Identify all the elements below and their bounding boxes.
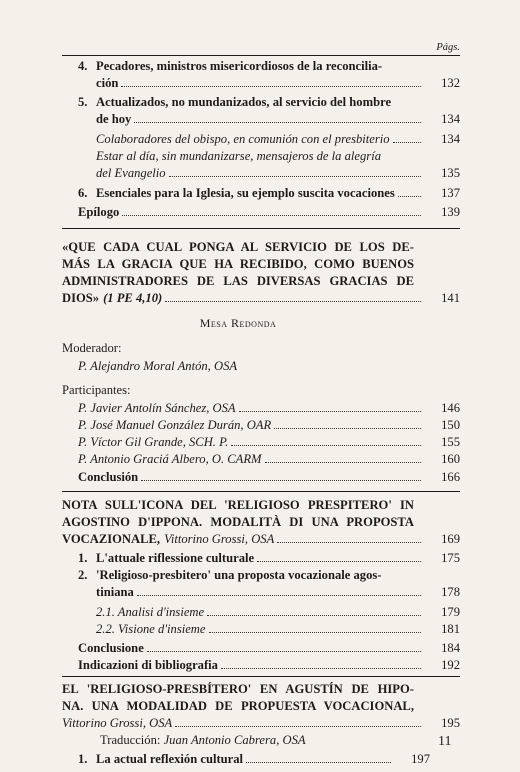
toc-entry-title: 2.2. Visione d'insieme xyxy=(96,622,206,636)
toc-entry-1 xyxy=(78,549,460,567)
section-title-text: DIOS» xyxy=(62,291,100,305)
page-number: 192 xyxy=(441,658,460,672)
section-title-line3 xyxy=(62,714,460,732)
toc-entry-conclusion xyxy=(78,468,460,486)
participant-row xyxy=(78,416,460,434)
toc-entry-title: Conclusione xyxy=(78,641,144,655)
page-number: 195 xyxy=(441,716,460,730)
toc-entry-conclusione xyxy=(78,639,460,657)
dot-leader xyxy=(246,753,391,763)
toc-entry-title: tiniana xyxy=(96,585,134,599)
toc-entry-title: Indicazioni di bibliografia xyxy=(78,658,218,672)
dot-leader xyxy=(165,292,421,302)
dot-leader xyxy=(122,206,421,216)
section-title-reference: (1 PE 4,10) xyxy=(103,291,163,305)
toc-entry-4-line2 xyxy=(96,74,460,92)
toc-subentry-22 xyxy=(96,620,460,638)
page-number: 135 xyxy=(441,166,460,180)
toc-subentry-21 xyxy=(96,603,460,621)
traduccion-name: Juan Antonio Cabrera, OSA xyxy=(163,733,306,747)
dot-leader xyxy=(221,659,421,669)
toc-entry-5-line2 xyxy=(96,110,460,128)
page-number: 155 xyxy=(441,435,460,449)
toc-entry-number: 1. xyxy=(78,752,88,766)
dot-leader xyxy=(175,717,421,727)
page-number: 197 xyxy=(411,752,430,766)
toc-entry-2-line1 xyxy=(78,566,381,584)
toc-entry-title-wrap xyxy=(78,549,254,567)
page-number: 134 xyxy=(441,112,460,126)
section-title-line2: MÁS LA GRACIA QUE HA RECIBIDO, COMO BUENOS xyxy=(62,257,414,271)
toc-entry-title: Pecadores, ministros misericordiosos de la reconcilia- xyxy=(96,59,383,73)
toc-entry-title: L'attuale riflessione culturale xyxy=(96,551,255,565)
page-number: 179 xyxy=(441,605,460,619)
toc-entry-title: Esenciales para la Iglesia, su ejemplo suscita vocaciones xyxy=(96,186,395,200)
dot-leader xyxy=(207,606,421,616)
section-divider xyxy=(62,676,460,677)
toc-entry-title: La actual reflexión cultural xyxy=(96,752,244,766)
participant-row xyxy=(78,433,460,451)
dot-leader xyxy=(265,453,421,463)
section-author: Vittorino Grossi, OSA xyxy=(164,532,275,546)
toc-entry-number: 5. xyxy=(78,95,88,109)
section-title-line1: NOTA SULL'ICONA DEL 'RELIGIOSO PRESPITERO' IN xyxy=(62,498,414,512)
traduccion-line xyxy=(100,731,306,749)
dot-leader xyxy=(209,623,422,633)
dot-leader xyxy=(137,586,421,596)
toc-subentry-estar-line1: Estar al día, sin mundanizarse, mensajeros de la alegría xyxy=(96,149,381,163)
participant-name: P. José Manuel González Durán, OAR xyxy=(78,418,272,432)
section-divider xyxy=(62,228,460,229)
toc-entry-number: 2. xyxy=(78,568,88,582)
section-title-line4 xyxy=(62,289,460,307)
section-title-line1: EL 'RELIGIOSO-PRESBÍTERO' EN AGUSTÍN DE HIPO- xyxy=(62,682,414,696)
dot-leader xyxy=(398,187,421,197)
dot-leader xyxy=(277,533,421,543)
folio-page-number: 11 xyxy=(438,734,452,749)
dot-leader xyxy=(274,419,421,429)
section-author: Vittorino Grossi, OSA xyxy=(62,716,173,730)
toc-entry-1 xyxy=(78,750,430,768)
page-number: 137 xyxy=(441,186,460,200)
toc-entry-4-line1 xyxy=(78,57,382,75)
toc-entry-5-line1 xyxy=(78,93,391,111)
page-number: 146 xyxy=(441,401,460,415)
participant-name: P. Javier Antolín Sánchez, OSA xyxy=(78,401,236,415)
toc-entry-indicazioni xyxy=(78,656,460,674)
section-divider xyxy=(62,491,460,492)
toc-entry-6 xyxy=(78,184,460,202)
toc-entry-number: 4. xyxy=(78,59,88,73)
page-number: 181 xyxy=(441,622,460,636)
section-title-line2: AGOSTINO D'IPPONA. MODALITÀ DI UNA PROPOSTA xyxy=(62,515,414,529)
toc-subentry-colaboradores xyxy=(96,130,460,148)
section-title-line2: NA. UNA MODALIDAD DE PROPUESTA VOCACIONAL, xyxy=(62,699,414,713)
section-title-line1: «QUE CADA CUAL PONGA AL SERVICIO DE LOS DE- xyxy=(62,240,414,254)
page-number: 150 xyxy=(441,418,460,432)
page-number: 134 xyxy=(441,132,460,146)
participant-name: P. Antonio Graciá Albero, O. CARM xyxy=(78,452,262,466)
page-number: 178 xyxy=(441,585,460,599)
page-number: 175 xyxy=(441,551,460,565)
dot-leader xyxy=(121,77,421,87)
participantes-label: Participantes: xyxy=(62,383,131,397)
moderador-label: Moderador: xyxy=(62,341,122,355)
page-number: 184 xyxy=(441,641,460,655)
dot-leader xyxy=(141,471,421,481)
page-number: 139 xyxy=(441,205,460,219)
dot-leader xyxy=(147,642,421,652)
toc-entry-title: 'Religioso-presbitero' una proposta vocazionale agos- xyxy=(96,568,382,582)
participant-row xyxy=(78,399,460,417)
participant-row xyxy=(78,450,460,468)
toc-entry-title: Conclusión xyxy=(78,470,139,484)
toc-entry-title: Colaboradores del obispo, en comunión con el presbiterio xyxy=(96,132,390,146)
toc-entry-2-line2 xyxy=(96,583,460,601)
dot-leader xyxy=(134,113,421,123)
traduccion-label: Traducción: xyxy=(100,733,161,747)
toc-entry-epilogo xyxy=(78,203,460,221)
toc-entry-number: 6. xyxy=(78,186,88,200)
toc-entry-title: del Evangelio xyxy=(96,166,166,180)
dot-leader xyxy=(169,167,421,177)
participant-name: P. Víctor Gil Grande, SCH. P. xyxy=(78,435,229,449)
section-title-line3: ADMINISTRADORES DE LAS DIVERSAS GRACIAS DE xyxy=(62,274,414,288)
dot-leader xyxy=(231,436,421,446)
moderador-name: P. Alejandro Moral Antón, OSA xyxy=(78,359,238,373)
page-number: 160 xyxy=(441,452,460,466)
page-number: 166 xyxy=(441,470,460,484)
pags-header: Págs. xyxy=(62,42,460,56)
dot-leader xyxy=(239,402,421,412)
toc-entry-title-wrap xyxy=(78,750,243,768)
section-title-text: VOCAZIONALE, xyxy=(62,532,161,546)
mesa-redonda-heading: Mesa Redonda xyxy=(199,316,277,330)
toc-entry-number: 1. xyxy=(78,551,88,565)
dot-leader xyxy=(393,133,421,143)
toc-entry-title: de hoy xyxy=(96,112,132,126)
toc-entry-title: ción xyxy=(96,76,119,90)
toc-entry-title: 2.1. Analisi d'insieme xyxy=(96,605,205,619)
toc-entry-title: Actualizados, no mundanizados, al servicio del hombre xyxy=(96,95,392,109)
section-title-line3 xyxy=(62,530,460,548)
dot-leader xyxy=(257,552,421,562)
page-number: 169 xyxy=(441,532,460,546)
toc-subentry-estar-line2 xyxy=(96,164,460,182)
page-number: 141 xyxy=(441,291,460,305)
page-number: 132 xyxy=(441,76,460,90)
toc-entry-title: Epílogo xyxy=(78,205,120,219)
toc-entry-title-wrap xyxy=(78,184,395,202)
